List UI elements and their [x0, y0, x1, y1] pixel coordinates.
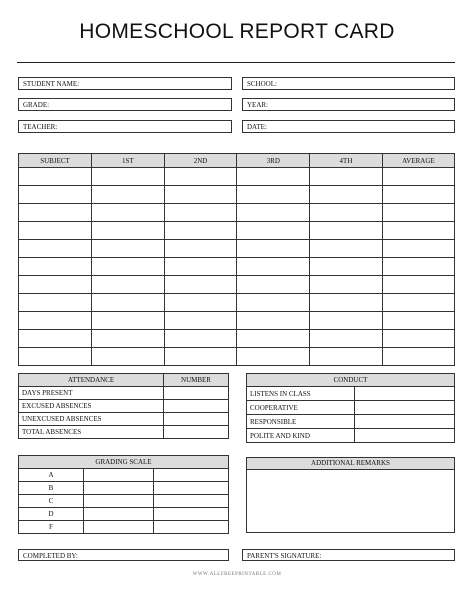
remarks-header: ADDITIONAL REMARKS — [247, 458, 454, 470]
grade-cell[interactable] — [92, 276, 165, 294]
attendance-value[interactable] — [164, 413, 229, 426]
number-header: NUMBER — [164, 374, 229, 387]
attendance-header: ATTENDANCE — [19, 374, 164, 387]
attendance-table — [18, 373, 229, 439]
grade-cell[interactable] — [237, 258, 310, 276]
conduct-label: LISTENS IN CLASS — [247, 387, 355, 401]
grading-scale-header: GRADING SCALE — [19, 456, 229, 469]
grade-cell[interactable] — [164, 276, 237, 294]
table-row — [19, 240, 455, 258]
grade-cell[interactable] — [310, 186, 383, 204]
grade-cell[interactable] — [164, 168, 237, 186]
header-subject: SUBJECT — [19, 154, 92, 168]
grade-cell[interactable] — [310, 348, 383, 366]
grade-cell[interactable] — [382, 186, 454, 204]
grade-cell[interactable] — [310, 312, 383, 330]
grade-cell[interactable] — [237, 222, 310, 240]
grade-max[interactable] — [154, 495, 229, 508]
grade-letter: F — [19, 521, 84, 534]
table-row — [19, 312, 455, 330]
grade-cell[interactable] — [237, 348, 310, 366]
table-row — [19, 222, 455, 240]
table-row — [19, 330, 455, 348]
attendance-value[interactable] — [164, 387, 229, 400]
header-1st: 1ST — [92, 154, 165, 168]
grade-cell[interactable] — [237, 186, 310, 204]
grade-cell[interactable] — [92, 186, 165, 204]
grade-cell[interactable] — [92, 312, 165, 330]
grade-cell[interactable] — [164, 258, 237, 276]
subject-cell[interactable] — [19, 240, 92, 258]
conduct-header: CONDUCT — [247, 374, 455, 387]
grade-cell[interactable] — [237, 330, 310, 348]
subject-cell[interactable] — [19, 276, 92, 294]
grade-cell[interactable] — [237, 168, 310, 186]
grade-min[interactable] — [84, 495, 154, 508]
grade-cell[interactable] — [164, 312, 237, 330]
subject-cell[interactable] — [19, 204, 92, 222]
remarks-box[interactable] — [246, 457, 455, 533]
attendance-value[interactable] — [164, 426, 229, 439]
grade-max[interactable] — [154, 521, 229, 534]
grade-letter: A — [19, 469, 84, 482]
subject-cell[interactable] — [19, 312, 92, 330]
grade-cell[interactable] — [92, 348, 165, 366]
table-row — [19, 258, 455, 276]
grade-cell[interactable] — [164, 222, 237, 240]
subject-cell[interactable] — [19, 348, 92, 366]
grade-cell[interactable] — [237, 204, 310, 222]
attendance-value[interactable] — [164, 400, 229, 413]
grade-cell[interactable] — [164, 240, 237, 258]
grades-table — [18, 153, 455, 366]
table-row — [19, 294, 455, 312]
grade-letter: D — [19, 508, 84, 521]
grade-cell[interactable] — [310, 222, 383, 240]
grade-cell[interactable] — [237, 312, 310, 330]
subject-cell[interactable] — [19, 222, 92, 240]
grade-cell[interactable] — [382, 294, 454, 312]
grade-cell[interactable] — [382, 276, 454, 294]
conduct-value[interactable] — [355, 401, 455, 415]
grade-cell[interactable] — [237, 276, 310, 294]
grade-cell[interactable] — [310, 258, 383, 276]
grade-cell[interactable] — [164, 204, 237, 222]
conduct-value[interactable] — [355, 387, 455, 401]
grade-cell[interactable] — [382, 312, 454, 330]
grade-cell[interactable] — [310, 168, 383, 186]
grade-max[interactable] — [154, 469, 229, 482]
attendance-label: TOTAL ABSENCES — [19, 426, 164, 439]
school-field[interactable]: SCHOOL: — [242, 77, 455, 90]
grade-cell[interactable] — [382, 330, 454, 348]
table-row — [19, 204, 455, 222]
date-field[interactable]: DATE: — [242, 120, 455, 133]
conduct-table — [246, 373, 455, 443]
table-row — [19, 348, 455, 366]
table-row — [19, 168, 455, 186]
grade-letter: B — [19, 482, 84, 495]
header-4th: 4TH — [310, 154, 383, 168]
header-3rd: 3RD — [237, 154, 310, 168]
grade-cell[interactable] — [310, 330, 383, 348]
subject-cell[interactable] — [19, 168, 92, 186]
grade-cell[interactable] — [92, 168, 165, 186]
grade-cell[interactable] — [310, 276, 383, 294]
grade-min[interactable] — [84, 482, 154, 495]
subject-cell[interactable] — [19, 294, 92, 312]
grade-cell[interactable] — [92, 204, 165, 222]
grade-cell[interactable] — [164, 186, 237, 204]
subject-cell[interactable] — [19, 258, 92, 276]
grade-cell[interactable] — [237, 240, 310, 258]
title-divider — [17, 62, 455, 63]
conduct-label: COOPERATIVE — [247, 401, 355, 415]
grade-cell[interactable] — [92, 294, 165, 312]
grade-max[interactable] — [154, 508, 229, 521]
grade-cell[interactable] — [310, 294, 383, 312]
page-title: HOMESCHOOL REPORT CARD — [79, 20, 395, 43]
grade-cell[interactable] — [382, 258, 454, 276]
header-average: AVERAGE — [382, 154, 454, 168]
grade-cell[interactable] — [164, 294, 237, 312]
grade-cell[interactable] — [92, 222, 165, 240]
footer-url: WWW.ALLFREEPRINTABLE.COM — [192, 572, 282, 577]
attendance-label: DAYS PRESENT — [19, 387, 164, 400]
completed-by-field[interactable]: COMPLETED BY: — [18, 549, 229, 561]
attendance-label: EXCUSED ABSENCES — [19, 400, 164, 413]
grade-cell[interactable] — [382, 222, 454, 240]
grade-max[interactable] — [154, 482, 229, 495]
grade-cell[interactable] — [164, 330, 237, 348]
student-name-field[interactable]: STUDENT NAME: — [18, 77, 232, 90]
grade-cell[interactable] — [382, 204, 454, 222]
conduct-label: RESPONSIBLE — [247, 415, 355, 429]
grade-cell[interactable] — [92, 330, 165, 348]
subject-cell[interactable] — [19, 330, 92, 348]
grade-min[interactable] — [84, 521, 154, 534]
grade-cell[interactable] — [382, 240, 454, 258]
grade-cell[interactable] — [310, 204, 383, 222]
header-2nd: 2ND — [164, 154, 237, 168]
conduct-value[interactable] — [355, 415, 455, 429]
conduct-label: POLITE AND KIND — [247, 429, 355, 443]
grade-letter: C — [19, 495, 84, 508]
year-field[interactable]: YEAR: — [242, 98, 455, 111]
table-row — [19, 276, 455, 294]
conduct-value[interactable] — [355, 429, 455, 443]
grade-cell[interactable] — [164, 348, 237, 366]
subject-cell[interactable] — [19, 186, 92, 204]
grade-field[interactable]: GRADE: — [18, 98, 232, 111]
grade-min[interactable] — [84, 469, 154, 482]
grade-min[interactable] — [84, 508, 154, 521]
table-row — [19, 186, 455, 204]
attendance-label: UNEXCUSED ABSENCES — [19, 413, 164, 426]
grade-cell[interactable] — [382, 348, 454, 366]
grade-cell[interactable] — [310, 240, 383, 258]
grading-scale-table — [18, 455, 229, 534]
grade-cell[interactable] — [237, 294, 310, 312]
grade-cell[interactable] — [382, 168, 454, 186]
grade-cell[interactable] — [92, 240, 165, 258]
parent-signature-field[interactable]: PARENT'S SIGNATURE: — [242, 549, 455, 561]
grade-cell[interactable] — [92, 258, 165, 276]
teacher-field[interactable]: TEACHER: — [18, 120, 232, 133]
